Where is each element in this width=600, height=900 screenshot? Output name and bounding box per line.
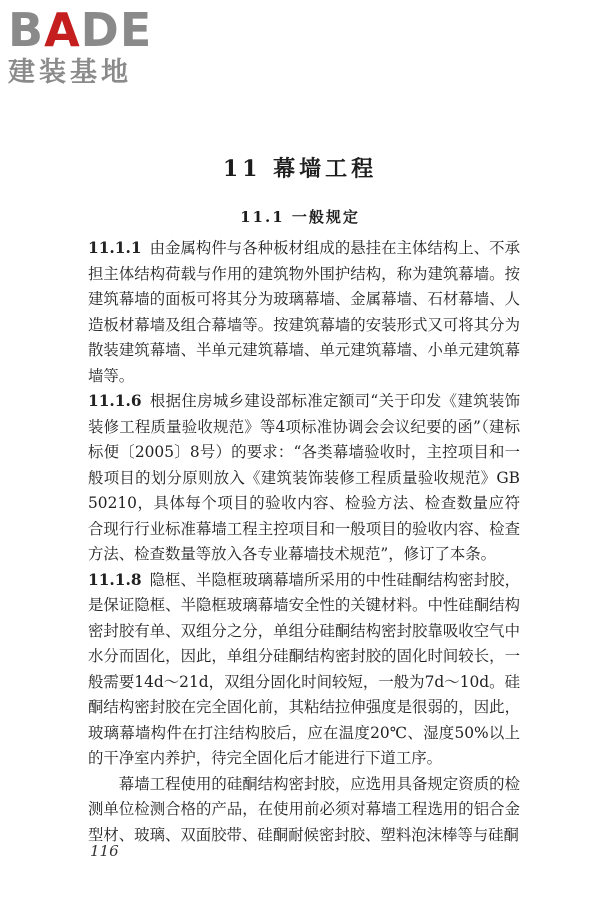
page-body bbox=[88, 236, 520, 848]
paragraph-11-1-8 bbox=[88, 568, 520, 772]
bade-logo bbox=[8, 3, 153, 90]
logo-brand-accent: A bbox=[44, 3, 81, 57]
logo-brand-prefix: B bbox=[8, 3, 45, 57]
paragraph-continuation bbox=[88, 772, 520, 849]
logo-brand-suffix: DE bbox=[80, 3, 153, 57]
page-number: 116 bbox=[90, 842, 119, 860]
clause-text: 幕墙工程使用的硅酮结构密封胶，应选用具备规定资质的检测单位检测合格的产品，在使用前必须对幕墙工程选用的铝合金型材、玻璃、双面胶带、硅酮耐候密封胶、塑料泡沫棒等与硅酮 bbox=[88, 774, 520, 844]
logo-brand bbox=[8, 3, 153, 57]
clause-text: 由金属构件与各种板材组成的悬挂在主体结构上、不承担主体结构荷载与作用的建筑物外围护结构，称为建筑幕墙。按建筑幕墙的面板可将其分为玻璃幕墙、金属幕墙、石材幕墙、人造板材幕墙及组合幕墙等。按建筑幕墙的安装形式又可将其分为散装建筑幕墙、半单元建筑幕墙、单元建筑幕墙、小单元建筑幕墙等。 bbox=[88, 239, 520, 385]
clause-number: 11.1.8 bbox=[88, 570, 142, 589]
paragraph-11-1-6 bbox=[88, 389, 520, 568]
clause-number: 11.1.6 bbox=[88, 392, 142, 410]
paragraph-11-1-1 bbox=[88, 236, 520, 389]
clause-text: 隐框、半隐框玻璃幕墙所采用的中性硅酮结构密封胶，是保证隐框、半隐框玻璃幕墙安全性的关键材料。中性硅酮结构密封胶有单、双组分之分，单组分硅酮结构密封胶靠吸收空气中水分而固化，因此，单组分硅酮结构密封胶的固化时间较长，一般需要14d～21d，双组分固化时间较短，一般为7d～10d。硅酮结构密封胶在完全固化前，其粘结拉伸强度是很弱的，因此，玻璃幕墙构件在打注结构胶后，应在温度20℃、湿度50%以上的干净室内养护，待完全固化后才能进行下道工序。 bbox=[88, 570, 520, 767]
logo-subtitle: 建装基地 bbox=[8, 57, 132, 88]
clause-text: 根据住房城乡建设部标准定额司“关于印发《建筑装饰装修工程质量验收规范》等4项标准协调会会议纪要的函”（建标标便〔2005〕8号）的要求：“各类幕墙验收时，主控项目和一般项目的划分原则放入《建筑装饰装修工程质量验收规范》GB 50210，具体每个项目的验收内容、检验方法、检查数量应符合现行行业标准幕墙工程主控项目和一般项目的验收内容、检查方法、检查数量等放入各专业幕墙技术规范”，修订了本条。 bbox=[88, 392, 520, 563]
clause-number: 11.1.1 bbox=[88, 239, 142, 257]
section-title: 11.1 一般规定 bbox=[240, 208, 360, 226]
chapter-title: 11 幕墙工程 bbox=[222, 156, 378, 182]
